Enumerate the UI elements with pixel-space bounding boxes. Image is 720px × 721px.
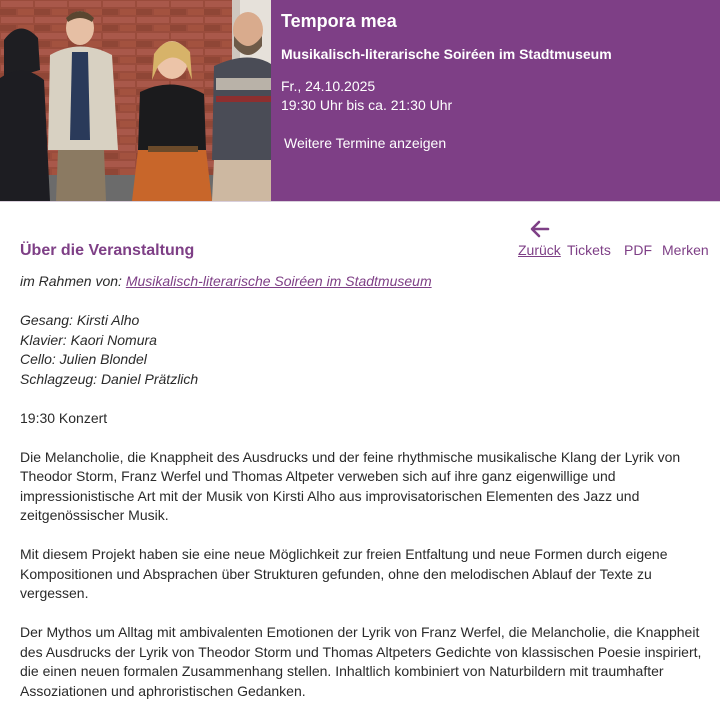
event-header xyxy=(0,0,720,202)
back-button[interactable]: Zurück xyxy=(518,242,561,258)
performer-line: Schlagzeug: Daniel Prätzlich xyxy=(20,370,199,387)
tickets-button[interactable]: Tickets xyxy=(567,242,611,258)
series-link[interactable]: Musikalisch-literarische Soiréen im Stadtmuseum xyxy=(125,273,432,289)
event-title: Tempora mea xyxy=(281,11,397,31)
performer-line: Klavier: Kaori Nomura xyxy=(20,331,157,348)
event-photo xyxy=(0,0,271,201)
section-title: Über die Veranstaltung xyxy=(20,242,195,259)
series-prefix: im Rahmen von: xyxy=(20,273,126,289)
event-time: 19:30 Uhr bis ca. 21:30 Uhr xyxy=(281,97,453,113)
event-date: Fr., 24.10.2025 xyxy=(281,78,376,94)
description-paragraph: Mit diesem Projekt haben sie eine neue Möglichkeit zur freien Entfaltung und neue Formen durch eigene Kompositionen und Absprachen über Strukturen gefunden, ohne den melodischen Ablauf der Texte zu vergessen. xyxy=(20,546,668,601)
event-subtitle: Musikalisch-literarische Soiréen im Stadtmuseum xyxy=(281,46,612,62)
event-description xyxy=(20,272,710,721)
bookmark-button[interactable]: Merken xyxy=(662,242,709,258)
series-line xyxy=(20,272,710,292)
arrow-left-icon[interactable] xyxy=(530,220,550,243)
description-paragraph: Die Melancholie, die Knappheit des Ausdrucks und der feine rhythmische musikalische Klang der Lyrik von Theodor Storm, Franz Werfel und Thomas Altpeter verweben sich auf ihre ganz eigenwillige und impressionistische Art mit der Musik von Kirsti Alho aus improvisatorischen Elementen des Jazz und zeitgenössischer Musik. xyxy=(20,448,681,523)
performer-list xyxy=(20,311,710,389)
more-dates-link[interactable]: Weitere Termine anzeigen xyxy=(284,135,447,151)
header-text xyxy=(281,10,711,153)
concert-time: 19:30 Konzert xyxy=(20,409,108,426)
action-bar xyxy=(518,218,718,262)
description-paragraph: Der Mythos um Alltag mit ambivalenten Emotionen der Lyrik von Franz Werfel, die Melancholie, die Knappheit des Ausdrucks der Lyrik von Theodor Storm und Thomas Altpeters Gedichte von klassischen Poesie inspiriert, die einen neuen formalen Zusammenhang stellen. Inhaltlich kombiniert von Naturbildern mit traumhafter Assoziationen und aphroristischen Gedanken. xyxy=(20,624,702,699)
performer-line: Gesang: Kirsti Alho xyxy=(20,312,140,328)
performer-line: Cello: Julien Blondel xyxy=(20,351,147,367)
pdf-button[interactable]: PDF xyxy=(624,242,652,258)
